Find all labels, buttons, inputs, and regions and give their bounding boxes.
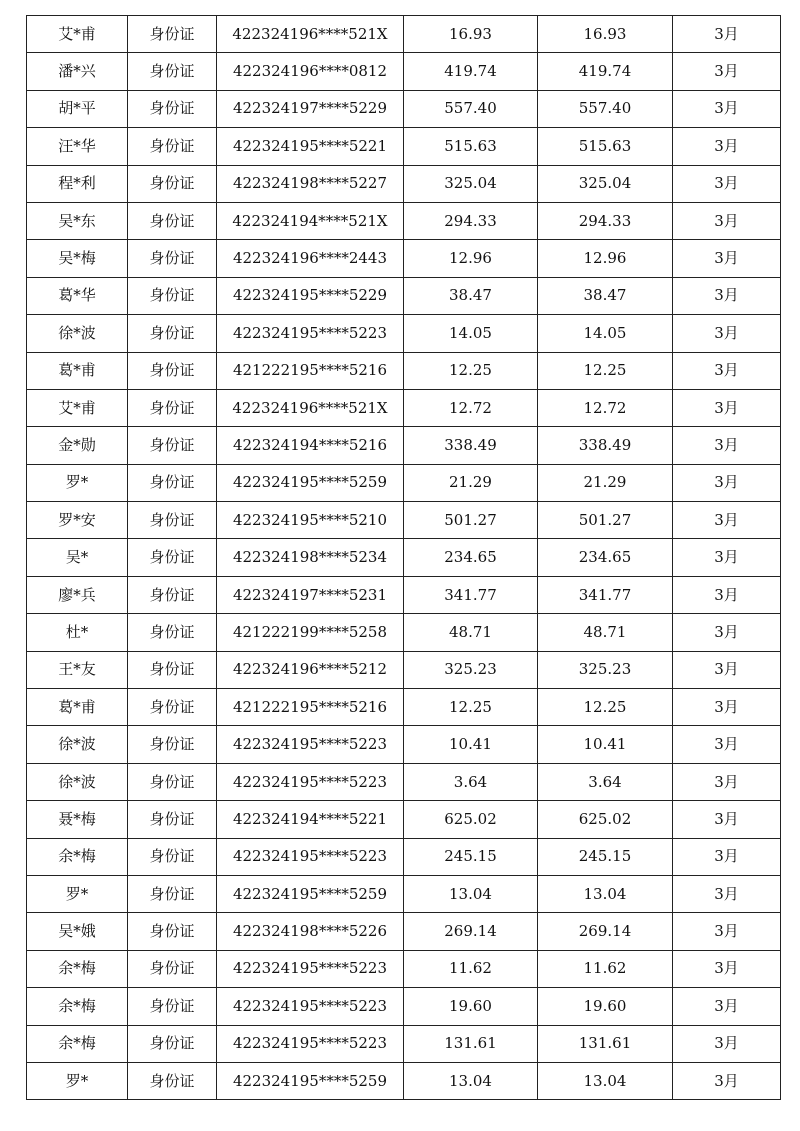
cell-id-type: 身份证 xyxy=(128,875,217,912)
cell-paid-amount: 341.77 xyxy=(538,576,673,613)
cell-paid-amount: 12.25 xyxy=(538,689,673,726)
cell-amount: 419.74 xyxy=(404,53,538,90)
cell-paid-amount: 234.65 xyxy=(538,539,673,576)
cell-id-number: 422324195****5223 xyxy=(217,726,404,763)
cell-id-number: 422324195****5223 xyxy=(217,838,404,875)
cell-id-number: 422324194****5216 xyxy=(217,427,404,464)
cell-id-type: 身份证 xyxy=(128,128,217,165)
cell-paid-amount: 21.29 xyxy=(538,464,673,501)
cell-month: 3月 xyxy=(673,875,781,912)
cell-id-type: 身份证 xyxy=(128,464,217,501)
cell-name: 葛*华 xyxy=(27,277,128,314)
cell-amount: 13.04 xyxy=(404,1062,538,1099)
cell-amount: 325.04 xyxy=(404,165,538,202)
cell-month: 3月 xyxy=(673,1062,781,1099)
cell-amount: 21.29 xyxy=(404,464,538,501)
cell-id-number: 422324196****2443 xyxy=(217,240,404,277)
cell-paid-amount: 3.64 xyxy=(538,763,673,800)
cell-id-number: 422324195****5259 xyxy=(217,875,404,912)
cell-id-number: 422324194****521X xyxy=(217,202,404,239)
cell-paid-amount: 19.60 xyxy=(538,988,673,1025)
cell-amount: 338.49 xyxy=(404,427,538,464)
cell-id-type: 身份证 xyxy=(128,614,217,651)
cell-id-type: 身份证 xyxy=(128,651,217,688)
table-row xyxy=(27,988,781,1025)
cell-id-number: 422324195****5259 xyxy=(217,1062,404,1099)
table-row xyxy=(27,763,781,800)
cell-month: 3月 xyxy=(673,277,781,314)
table-row xyxy=(27,427,781,464)
cell-id-number: 422324195****5229 xyxy=(217,277,404,314)
cell-paid-amount: 557.40 xyxy=(538,90,673,127)
cell-id-number: 422324198****5226 xyxy=(217,913,404,950)
cell-paid-amount: 515.63 xyxy=(538,128,673,165)
cell-month: 3月 xyxy=(673,988,781,1025)
cell-name: 徐*波 xyxy=(27,726,128,763)
cell-amount: 501.27 xyxy=(404,502,538,539)
cell-id-type: 身份证 xyxy=(128,16,217,53)
cell-id-number: 421222195****5216 xyxy=(217,689,404,726)
cell-amount: 11.62 xyxy=(404,950,538,987)
cell-id-number: 422324195****5223 xyxy=(217,950,404,987)
cell-id-number: 422324195****5259 xyxy=(217,464,404,501)
cell-paid-amount: 131.61 xyxy=(538,1025,673,1062)
cell-month: 3月 xyxy=(673,315,781,352)
cell-name: 罗* xyxy=(27,875,128,912)
cell-amount: 12.96 xyxy=(404,240,538,277)
cell-id-type: 身份证 xyxy=(128,202,217,239)
cell-month: 3月 xyxy=(673,614,781,651)
data-table xyxy=(26,15,781,1100)
cell-month: 3月 xyxy=(673,352,781,389)
table-row xyxy=(27,689,781,726)
cell-paid-amount: 14.05 xyxy=(538,315,673,352)
cell-name: 罗*安 xyxy=(27,502,128,539)
cell-amount: 325.23 xyxy=(404,651,538,688)
cell-name: 余*梅 xyxy=(27,1025,128,1062)
cell-month: 3月 xyxy=(673,1025,781,1062)
table-row xyxy=(27,1025,781,1062)
cell-id-type: 身份证 xyxy=(128,913,217,950)
cell-name: 罗* xyxy=(27,1062,128,1099)
cell-month: 3月 xyxy=(673,801,781,838)
table-row xyxy=(27,875,781,912)
cell-name: 葛*甫 xyxy=(27,689,128,726)
cell-amount: 38.47 xyxy=(404,277,538,314)
cell-name: 艾*甫 xyxy=(27,16,128,53)
cell-id-type: 身份证 xyxy=(128,838,217,875)
table-row xyxy=(27,277,781,314)
table-row xyxy=(27,128,781,165)
cell-id-type: 身份证 xyxy=(128,53,217,90)
cell-id-type: 身份证 xyxy=(128,801,217,838)
table-row xyxy=(27,651,781,688)
cell-id-number: 422324196****5212 xyxy=(217,651,404,688)
cell-id-type: 身份证 xyxy=(128,1025,217,1062)
cell-month: 3月 xyxy=(673,539,781,576)
cell-name: 吴*娥 xyxy=(27,913,128,950)
table-row xyxy=(27,16,781,53)
cell-id-number: 422324195****5223 xyxy=(217,1025,404,1062)
table-row xyxy=(27,240,781,277)
cell-paid-amount: 625.02 xyxy=(538,801,673,838)
cell-name: 罗* xyxy=(27,464,128,501)
table-row xyxy=(27,801,781,838)
cell-month: 3月 xyxy=(673,427,781,464)
cell-id-type: 身份证 xyxy=(128,950,217,987)
cell-id-type: 身份证 xyxy=(128,726,217,763)
cell-name: 汪*华 xyxy=(27,128,128,165)
cell-name: 余*梅 xyxy=(27,838,128,875)
cell-name: 葛*甫 xyxy=(27,352,128,389)
cell-paid-amount: 501.27 xyxy=(538,502,673,539)
cell-month: 3月 xyxy=(673,240,781,277)
cell-month: 3月 xyxy=(673,90,781,127)
cell-id-number: 422324195****5210 xyxy=(217,502,404,539)
cell-paid-amount: 48.71 xyxy=(538,614,673,651)
cell-paid-amount: 13.04 xyxy=(538,875,673,912)
cell-id-type: 身份证 xyxy=(128,539,217,576)
table-row xyxy=(27,576,781,613)
cell-name: 吴*东 xyxy=(27,202,128,239)
cell-name: 杜* xyxy=(27,614,128,651)
cell-id-number: 422324196****0812 xyxy=(217,53,404,90)
table-row xyxy=(27,90,781,127)
cell-id-type: 身份证 xyxy=(128,763,217,800)
table-row xyxy=(27,838,781,875)
cell-id-type: 身份证 xyxy=(128,389,217,426)
cell-name: 余*梅 xyxy=(27,988,128,1025)
cell-id-type: 身份证 xyxy=(128,502,217,539)
cell-month: 3月 xyxy=(673,726,781,763)
cell-name: 徐*波 xyxy=(27,315,128,352)
cell-id-number: 422324195****5223 xyxy=(217,763,404,800)
table-row xyxy=(27,389,781,426)
cell-name: 王*友 xyxy=(27,651,128,688)
cell-id-number: 421222195****5216 xyxy=(217,352,404,389)
cell-id-number: 422324196****521X xyxy=(217,389,404,426)
cell-id-number: 422324195****5223 xyxy=(217,315,404,352)
cell-amount: 341.77 xyxy=(404,576,538,613)
cell-amount: 48.71 xyxy=(404,614,538,651)
cell-paid-amount: 245.15 xyxy=(538,838,673,875)
cell-amount: 12.72 xyxy=(404,389,538,426)
cell-id-number: 422324195****5223 xyxy=(217,988,404,1025)
table-row xyxy=(27,202,781,239)
cell-id-type: 身份证 xyxy=(128,315,217,352)
cell-amount: 12.25 xyxy=(404,689,538,726)
cell-month: 3月 xyxy=(673,53,781,90)
cell-month: 3月 xyxy=(673,689,781,726)
cell-amount: 234.65 xyxy=(404,539,538,576)
cell-id-number: 422324195****5221 xyxy=(217,128,404,165)
cell-paid-amount: 12.96 xyxy=(538,240,673,277)
cell-month: 3月 xyxy=(673,576,781,613)
cell-amount: 3.64 xyxy=(404,763,538,800)
cell-paid-amount: 269.14 xyxy=(538,913,673,950)
table-row xyxy=(27,726,781,763)
cell-month: 3月 xyxy=(673,202,781,239)
cell-amount: 14.05 xyxy=(404,315,538,352)
cell-name: 徐*波 xyxy=(27,763,128,800)
table-body xyxy=(27,16,781,1100)
cell-id-number: 422324198****5234 xyxy=(217,539,404,576)
cell-name: 潘*兴 xyxy=(27,53,128,90)
cell-amount: 515.63 xyxy=(404,128,538,165)
cell-id-type: 身份证 xyxy=(128,352,217,389)
cell-paid-amount: 325.04 xyxy=(538,165,673,202)
cell-paid-amount: 10.41 xyxy=(538,726,673,763)
cell-month: 3月 xyxy=(673,838,781,875)
cell-month: 3月 xyxy=(673,165,781,202)
cell-month: 3月 xyxy=(673,502,781,539)
cell-month: 3月 xyxy=(673,950,781,987)
cell-amount: 13.04 xyxy=(404,875,538,912)
cell-name: 聂*梅 xyxy=(27,801,128,838)
table-row xyxy=(27,1062,781,1099)
cell-month: 3月 xyxy=(673,651,781,688)
cell-name: 金*勋 xyxy=(27,427,128,464)
cell-id-type: 身份证 xyxy=(128,1062,217,1099)
table-row xyxy=(27,913,781,950)
cell-amount: 19.60 xyxy=(404,988,538,1025)
cell-id-number: 422324198****5227 xyxy=(217,165,404,202)
cell-month: 3月 xyxy=(673,128,781,165)
cell-paid-amount: 12.72 xyxy=(538,389,673,426)
cell-id-number: 422324197****5229 xyxy=(217,90,404,127)
cell-id-type: 身份证 xyxy=(128,90,217,127)
cell-month: 3月 xyxy=(673,464,781,501)
cell-id-type: 身份证 xyxy=(128,165,217,202)
cell-paid-amount: 325.23 xyxy=(538,651,673,688)
cell-name: 艾*甫 xyxy=(27,389,128,426)
cell-id-type: 身份证 xyxy=(128,988,217,1025)
cell-month: 3月 xyxy=(673,913,781,950)
cell-id-type: 身份证 xyxy=(128,689,217,726)
cell-id-type: 身份证 xyxy=(128,277,217,314)
cell-id-number: 422324197****5231 xyxy=(217,576,404,613)
cell-amount: 131.61 xyxy=(404,1025,538,1062)
cell-amount: 10.41 xyxy=(404,726,538,763)
cell-amount: 294.33 xyxy=(404,202,538,239)
cell-amount: 269.14 xyxy=(404,913,538,950)
cell-name: 吴* xyxy=(27,539,128,576)
cell-id-number: 421222199****5258 xyxy=(217,614,404,651)
cell-paid-amount: 338.49 xyxy=(538,427,673,464)
cell-paid-amount: 16.93 xyxy=(538,16,673,53)
cell-name: 廖*兵 xyxy=(27,576,128,613)
cell-paid-amount: 11.62 xyxy=(538,950,673,987)
cell-amount: 12.25 xyxy=(404,352,538,389)
cell-name: 吴*梅 xyxy=(27,240,128,277)
cell-id-type: 身份证 xyxy=(128,427,217,464)
cell-amount: 245.15 xyxy=(404,838,538,875)
cell-name: 程*利 xyxy=(27,165,128,202)
cell-paid-amount: 13.04 xyxy=(538,1062,673,1099)
cell-amount: 16.93 xyxy=(404,16,538,53)
table-row xyxy=(27,502,781,539)
cell-month: 3月 xyxy=(673,389,781,426)
table-row xyxy=(27,614,781,651)
cell-month: 3月 xyxy=(673,16,781,53)
cell-id-type: 身份证 xyxy=(128,240,217,277)
cell-amount: 557.40 xyxy=(404,90,538,127)
table-row xyxy=(27,53,781,90)
cell-name: 胡*平 xyxy=(27,90,128,127)
cell-id-number: 422324196****521X xyxy=(217,16,404,53)
cell-amount: 625.02 xyxy=(404,801,538,838)
cell-name: 余*梅 xyxy=(27,950,128,987)
cell-paid-amount: 294.33 xyxy=(538,202,673,239)
table-row xyxy=(27,464,781,501)
table-row xyxy=(27,539,781,576)
table-row xyxy=(27,165,781,202)
cell-paid-amount: 12.25 xyxy=(538,352,673,389)
cell-id-type: 身份证 xyxy=(128,576,217,613)
table-row xyxy=(27,352,781,389)
table-row xyxy=(27,950,781,987)
cell-paid-amount: 419.74 xyxy=(538,53,673,90)
cell-month: 3月 xyxy=(673,763,781,800)
cell-paid-amount: 38.47 xyxy=(538,277,673,314)
table-row xyxy=(27,315,781,352)
cell-id-number: 422324194****5221 xyxy=(217,801,404,838)
